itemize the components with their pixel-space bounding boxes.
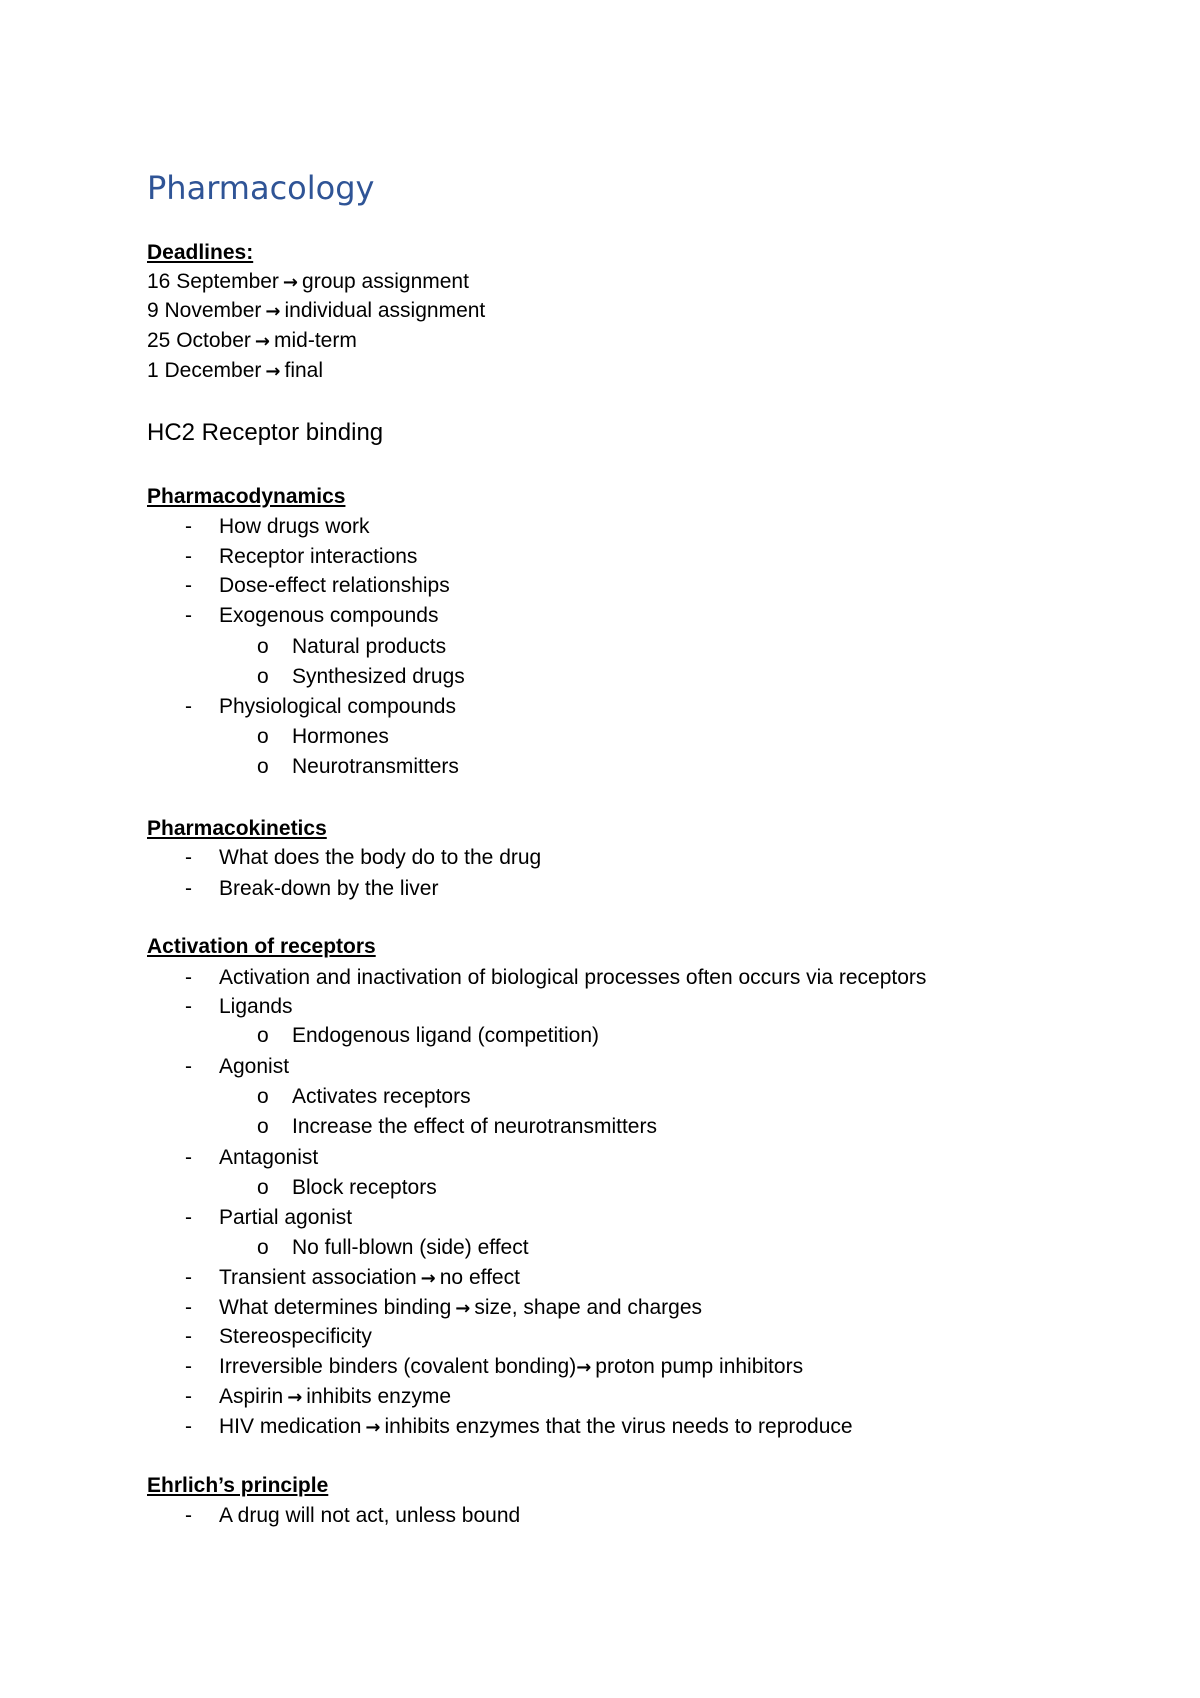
- list-item-text: Aspirin: [219, 1385, 284, 1408]
- list-item-text: Physiological compounds: [219, 695, 456, 718]
- deadline-text: individual assignment: [284, 299, 486, 322]
- dash-marker: -: [185, 1325, 192, 1348]
- dash-marker: -: [185, 515, 192, 538]
- list-item-text: size, shape and charges: [474, 1296, 703, 1319]
- arrow-icon: →: [282, 272, 299, 293]
- dash-marker: -: [185, 1266, 192, 1289]
- dash-marker: -: [185, 846, 192, 869]
- list-item-text: What does the body do to the drug: [219, 846, 542, 869]
- list-item-text: Ligands: [219, 995, 293, 1018]
- pharmacodynamics-heading: Pharmacodynamics: [147, 485, 346, 508]
- circle-marker: o: [257, 725, 269, 748]
- sub-list-item-text: Block receptors: [292, 1176, 437, 1199]
- dash-marker: -: [185, 995, 192, 1018]
- arrow-icon: →: [420, 1268, 436, 1289]
- sub-list-item-text: No full-blown (side) effect: [292, 1236, 529, 1259]
- deadline-item: [147, 326, 357, 357]
- deadline-item: [147, 356, 323, 387]
- list-item-text: no effect: [439, 1266, 520, 1289]
- circle-marker: o: [257, 635, 269, 658]
- sub-list-item-text: Activates receptors: [292, 1085, 471, 1108]
- dash-marker: -: [185, 1206, 192, 1229]
- circle-marker: o: [257, 1085, 269, 1108]
- list-item-text: Transient association: [219, 1266, 417, 1289]
- circle-marker: o: [257, 1236, 269, 1259]
- dash-marker: -: [185, 604, 192, 627]
- sub-list-item-text: Increase the effect of neurotransmitters: [292, 1115, 657, 1138]
- list-item-text: What determines binding: [219, 1296, 452, 1319]
- dash-marker: -: [185, 1055, 192, 1078]
- arrow-icon: →: [365, 1417, 381, 1438]
- dash-marker: -: [185, 574, 192, 597]
- list-item-text: inhibits enzyme: [306, 1385, 452, 1408]
- list-item-text: Antagonist: [219, 1146, 319, 1169]
- deadline-date: 1 December: [147, 359, 262, 382]
- list-item-text: HIV medication: [219, 1415, 362, 1438]
- list-item-text: inhibits enzymes that the virus needs to reproduce: [384, 1415, 853, 1438]
- deadline-text: final: [284, 359, 324, 382]
- deadline-date: 16 September: [147, 270, 279, 293]
- list-item-text: Partial agonist: [219, 1206, 353, 1229]
- list-item-text: How drugs work: [219, 515, 370, 538]
- activation-heading: Activation of receptors: [147, 935, 376, 958]
- sub-list-item-text: Natural products: [292, 635, 447, 658]
- arrow-icon: →: [265, 361, 281, 382]
- lecture-heading: HC2 Receptor binding: [147, 419, 384, 446]
- dash-marker: -: [185, 1504, 192, 1527]
- ehrlich-heading: Ehrlich’s principle: [147, 1474, 329, 1497]
- list-item-text: Receptor interactions: [219, 545, 418, 568]
- sub-list-item-text: Endogenous ligand (competition): [292, 1024, 600, 1047]
- list-item-text: Activation and inactivation of biological processes often occurs via receptors: [219, 966, 927, 989]
- arrow-icon: →: [287, 1387, 303, 1408]
- arrow-icon: →: [265, 301, 281, 322]
- deadline-item: [147, 267, 469, 298]
- deadline-item: [147, 296, 485, 327]
- dash-marker: -: [185, 1146, 192, 1169]
- list-item-text: Stereospecificity: [219, 1325, 372, 1348]
- list-item-text: Break-down by the liver: [219, 877, 439, 900]
- list-item-text: Dose-effect relationships: [219, 574, 450, 597]
- dash-marker: -: [185, 966, 192, 989]
- arrow-icon: →: [455, 1298, 471, 1319]
- circle-marker: o: [257, 665, 269, 688]
- document-title: Pharmacology: [147, 169, 375, 207]
- deadline-text: group assignment: [302, 270, 469, 293]
- sub-list-item-text: Hormones: [292, 725, 389, 748]
- list-item-text: A drug will not act, unless bound: [219, 1504, 521, 1527]
- sub-list-item-text: Neurotransmitters: [292, 755, 459, 778]
- dash-marker: -: [185, 877, 192, 900]
- list-item-text: Agonist: [219, 1055, 290, 1078]
- list-item-text: Exogenous compounds: [219, 604, 439, 627]
- list-item-text: proton pump inhibitors: [595, 1355, 804, 1378]
- dash-marker: -: [185, 1355, 192, 1378]
- deadline-date: 25 October: [147, 329, 251, 352]
- deadline-date: 9 November: [147, 299, 262, 322]
- arrow-icon: →: [576, 1357, 592, 1378]
- list-item-text: Irreversible binders (covalent bonding): [219, 1355, 577, 1378]
- deadline-text: mid-term: [274, 329, 357, 352]
- circle-marker: o: [257, 1176, 269, 1199]
- pharmacokinetics-heading: Pharmacokinetics: [147, 817, 327, 840]
- circle-marker: o: [257, 1024, 269, 1047]
- dash-marker: -: [185, 545, 192, 568]
- circle-marker: o: [257, 755, 269, 778]
- dash-marker: -: [185, 1415, 192, 1438]
- dash-marker: -: [185, 1296, 192, 1319]
- deadlines-heading: Deadlines:: [147, 241, 254, 264]
- dash-marker: -: [185, 695, 192, 718]
- sub-list-item-text: Synthesized drugs: [292, 665, 465, 688]
- circle-marker: o: [257, 1115, 269, 1138]
- dash-marker: -: [185, 1385, 192, 1408]
- arrow-icon: →: [254, 331, 270, 352]
